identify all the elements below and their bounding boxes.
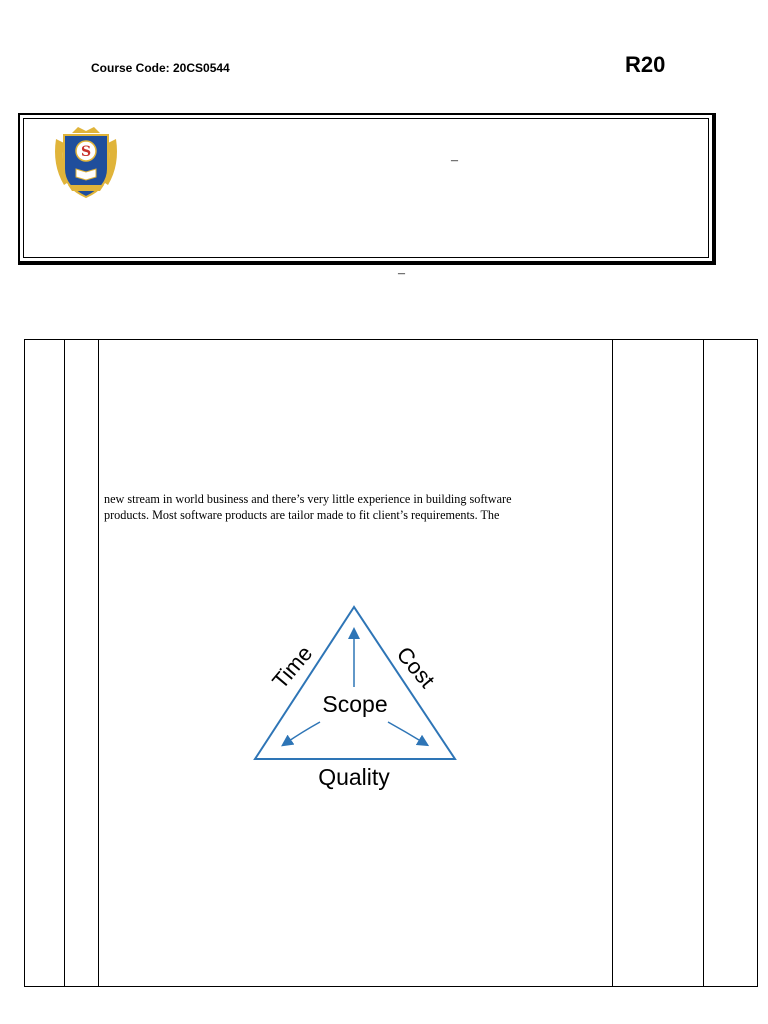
logo-ribbon: [68, 185, 104, 191]
header-dash-bottom: –: [398, 266, 405, 281]
logo-crown: [72, 127, 100, 133]
table-col-divider-1: [64, 340, 65, 986]
label-cost: Cost: [391, 641, 440, 693]
arrow-bottom-right: [388, 722, 424, 743]
project-triangle-diagram: [250, 600, 462, 800]
institution-header-box: [18, 113, 716, 265]
label-quality: Quality: [318, 764, 390, 790]
table-col-divider-4: [703, 340, 704, 986]
course-code: Course Code: 20CS0544: [91, 61, 230, 75]
college-logo-icon: [50, 125, 122, 201]
question-text: [104, 491, 606, 523]
label-time: Time: [267, 640, 318, 694]
arrow-bottom-left: [286, 722, 320, 743]
table-col-divider-3: [612, 340, 613, 986]
question-text-line-2: products. Most software products are tailor made to fit client’s requirements. The: [104, 508, 500, 522]
table-col-divider-2: [98, 340, 99, 986]
question-text-line-1: new stream in world business and there’s very little experience in building software: [104, 492, 512, 506]
header-dash-top: –: [451, 153, 458, 168]
regulation-code: R20: [625, 52, 666, 77]
label-scope: Scope: [322, 691, 388, 717]
header-inner-border: [23, 118, 709, 258]
logo-letter: S: [80, 144, 92, 160]
